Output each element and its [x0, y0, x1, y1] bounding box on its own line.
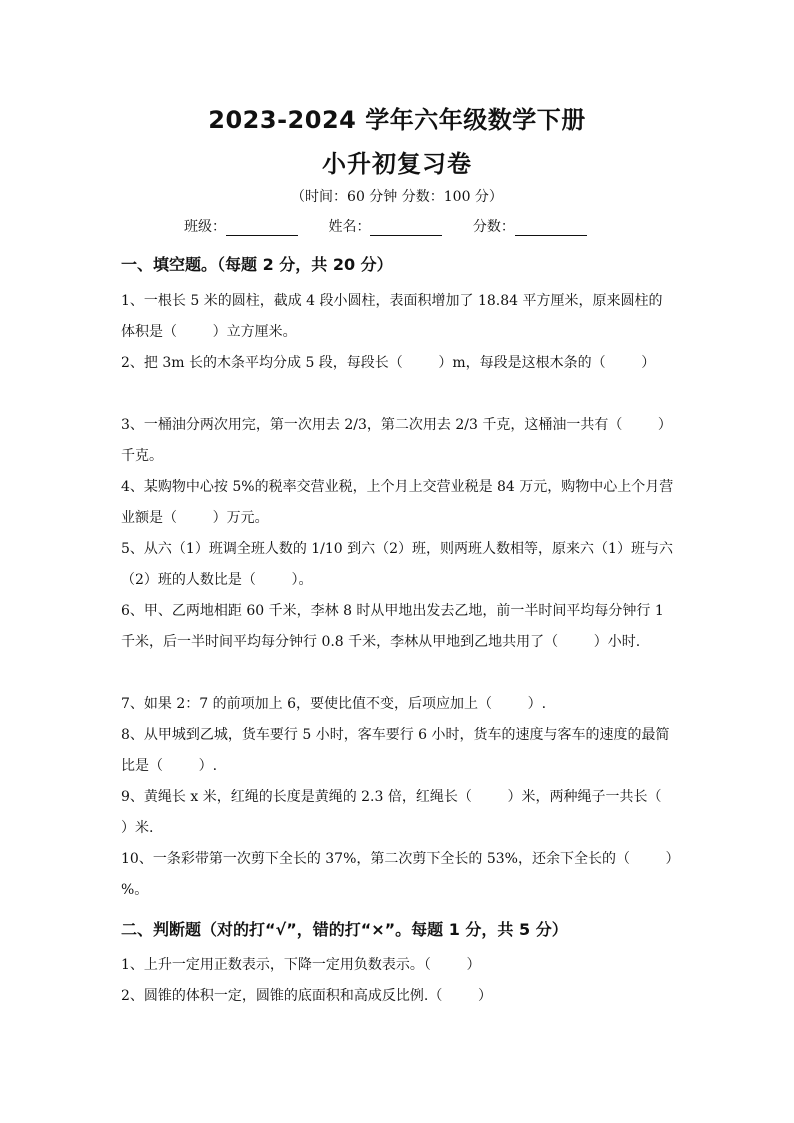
- name-field: [328, 216, 442, 236]
- student-info-line: [184, 216, 684, 236]
- question-1-4: 4、某购物中心按 5%的税率交营业税，上个月上交营业税是 84 万元，购物中心上个月营业额是（ ）万元。: [121, 479, 674, 526]
- score-field: [473, 216, 587, 236]
- question-1-3: 3、一桶油分两次用完，第一次用去 2/3，第二次用去 2/3 千克，这桶油一共有（ ）千克。: [121, 417, 672, 464]
- score-blank[interactable]: [515, 221, 587, 236]
- question-1-6: 6、甲、乙两地相距 60 千米，李林 8 时从甲地出发去乙地，前一半时间平均每分钟行 1 千米，后一半时间平均每分钟行 0.8 千米，李林从甲地到乙地共用了（ ）小时.: [121, 603, 669, 650]
- question-1-1: 1、一根长 5 米的圆柱，截成 4 段小圆柱，表面积增加了 18.84 平方厘米，原来圆柱的体积是（ ）立方厘米。: [121, 293, 663, 340]
- question-1-10: 10、一条彩带第一次剪下全长的 37%，第二次剪下全长的 53%，还余下全长的（ ）%。: [121, 851, 673, 898]
- exam-time-score: （时间：60 分钟 分数：100 分）: [291, 189, 503, 205]
- class-label: 班级：: [184, 219, 226, 235]
- question-2-1: 1、上升一定用正数表示，下降一定用负数表示。（ ）: [121, 957, 481, 973]
- exam-subtitle-title: 小升初复习卷: [322, 150, 472, 178]
- question-1-8: 8、从甲城到乙城，货车要行 5 小时，客车要行 6 小时，货车的速度与客车的速度的最简比是（ ）.: [121, 727, 670, 774]
- section1-heading: 一、填空题。（每题 2 分，共 20 分）: [121, 255, 393, 274]
- question-1-7: 7、如果 2：7 的前项加上 6，要使比值不变，后项应加上（ ）.: [121, 696, 547, 712]
- exam-title: 2023-2024 学年六年级数学下册: [208, 106, 586, 134]
- name-blank[interactable]: [370, 221, 442, 236]
- class-field: [184, 216, 298, 236]
- question-1-5: 5、从六（1）班调全班人数的 1/10 到六（2）班，则两班人数相等，原来六（1）班与六（2）班的人数比是（ ）。: [121, 541, 673, 588]
- name-label: 姓名：: [328, 219, 371, 235]
- question-1-9: 9、黄绳长 x 米，红绳的长度是黄绳的 2.3 倍，红绳长（ ）米，两种绳子一共长（ ）米.: [121, 789, 698, 836]
- section2-heading: 二、判断题（对的打“√”，错的打“×”。每题 1 分，共 5 分）: [121, 920, 568, 939]
- class-blank[interactable]: [226, 221, 298, 236]
- question-2-2: 2、圆锥的体积一定，圆锥的底面积和高成反比例.（ ）: [121, 988, 492, 1004]
- score-label: 分数：: [472, 219, 515, 235]
- question-1-2: 2、把 3m 长的木条平均分成 5 段，每段长（ ）m，每段是这根木条的（ ）: [121, 355, 656, 371]
